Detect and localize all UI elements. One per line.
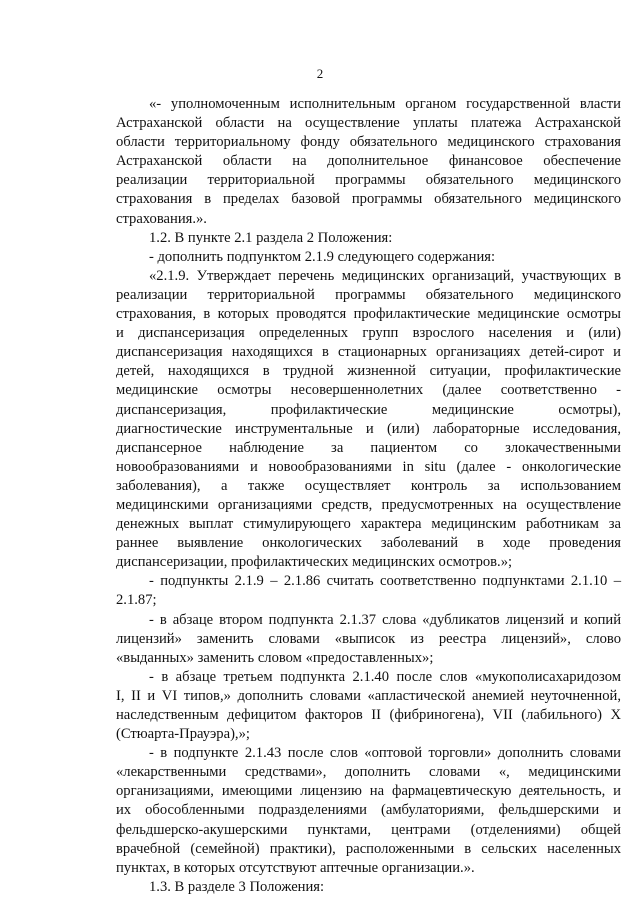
text-line: 1.2. В пункте 2.1 раздела 2 Положения: bbox=[149, 229, 393, 246]
text-line: организациями, имеющими лицензию на фармацевтическую деятельность, и bbox=[116, 783, 621, 800]
text-line: «лекарственными средствами», дополнить словами «, медицинскими bbox=[116, 764, 621, 781]
text-line: реализации территориальной программы обязательного медицинского bbox=[116, 286, 621, 303]
document-text bbox=[116, 95, 621, 897]
text-line: медицинские осмотры несовершеннолетних (далее соответственно - bbox=[116, 382, 621, 399]
text-line: Астраханской области на дополнительное финансовое обеспечение bbox=[116, 153, 621, 170]
text-line: «выданных» заменить словом «предоставленных»; bbox=[116, 649, 434, 666]
text-line: диспансерное наблюдение за пациентом со злокачественными bbox=[116, 439, 621, 456]
text-line: реализации территориальной программы обязательного медицинского bbox=[116, 172, 621, 189]
text-line: заболевания), а также осуществляет контроль за использованием bbox=[116, 477, 621, 494]
text-line: денежных выплат стимулирующего характера медицинским работникам за bbox=[116, 516, 621, 533]
text-line: - в подпункте 2.1.43 после слов «оптовой торговли» дополнить словами bbox=[149, 745, 621, 762]
text-line: врачебной (семейной) практики), расположенными в сельских населенных bbox=[116, 840, 621, 857]
text-line: I, II и VI типов,» дополнить словами «апластической анемией неуточненной, bbox=[116, 687, 621, 704]
text-line: диспансеризации, профилактических медицинских осмотров.»; bbox=[116, 554, 513, 571]
text-line: диспансеризация, профилактические медицинские осмотры), bbox=[116, 401, 621, 418]
text-line: диагностические инструментальные и (или) лабораторные исследования, bbox=[116, 420, 621, 437]
text-line: - дополнить подпунктом 2.1.9 следующего содержания: bbox=[149, 248, 496, 265]
text-line: лицензий» заменить словами «выписок из реестра лицензий», слово bbox=[116, 630, 621, 647]
text-line: (Стюарта-Прауэра),»; bbox=[116, 726, 250, 743]
text-line: области территориальному фонду обязательного медицинского страхования bbox=[116, 134, 621, 151]
text-line: 2.1.87; bbox=[116, 592, 157, 609]
text-line: их обособленными подразделениями (амбулаториями, фельдшерскими и bbox=[116, 802, 621, 819]
text-line: пунктах, в которых отсутствуют аптечные организации.». bbox=[116, 859, 475, 876]
text-line: «- уполномоченным исполнительным органом государственной власти bbox=[149, 96, 621, 112]
text-line: и диспансеризация определенных групп взрослого населения и (или) bbox=[116, 325, 621, 342]
page-number: 2 bbox=[316, 66, 324, 81]
text-line: диспансеризация находящихся в стационарных организациях детей-сирот и bbox=[116, 344, 621, 361]
text-line: раннее выявление онкологических заболеваний в ходе проведения bbox=[116, 535, 621, 552]
text-line: медицинскими организациями средств, предусмотренных на осуществление bbox=[116, 496, 621, 513]
text-line: страхования в пределах базовой программы обязательного медицинского bbox=[116, 191, 621, 208]
text-line: «2.1.9. Утверждает перечень медицинских организаций, участвующих в bbox=[149, 267, 621, 284]
text-line: детей, находящихся в трудной жизненной ситуации, профилактические bbox=[116, 363, 621, 380]
text-line: фельдшерско-акушерскими пунктами, центрами (отделениями) общей bbox=[116, 821, 621, 838]
text-line: - подпункты 2.1.9 – 2.1.86 считать соответственно подпунктами 2.1.10 – bbox=[149, 573, 621, 590]
text-line: - в абзаце третьем подпункта 2.1.40 после слов «мукополисахаридозом bbox=[149, 668, 621, 685]
text-line: страхования, в которых проводятся профилактические медицинские осмотры bbox=[116, 306, 621, 323]
text-line: наследственным дефицитом факторов II (фибриногена), VII (лабильного) X bbox=[116, 707, 621, 723]
text-line: страхования.». bbox=[116, 210, 207, 227]
text-line: 1.3. В разделе 3 Положения: bbox=[149, 878, 325, 895]
text-line: новообразованиями и новообразованиями in situ (далее - онкологические bbox=[116, 458, 621, 475]
text-line: - в абзаце втором подпункта 2.1.37 слова «дубликатов лицензий и копий bbox=[149, 611, 621, 628]
text-line: Астраханской области на осуществление уплаты платежа Астраханской bbox=[116, 115, 621, 132]
